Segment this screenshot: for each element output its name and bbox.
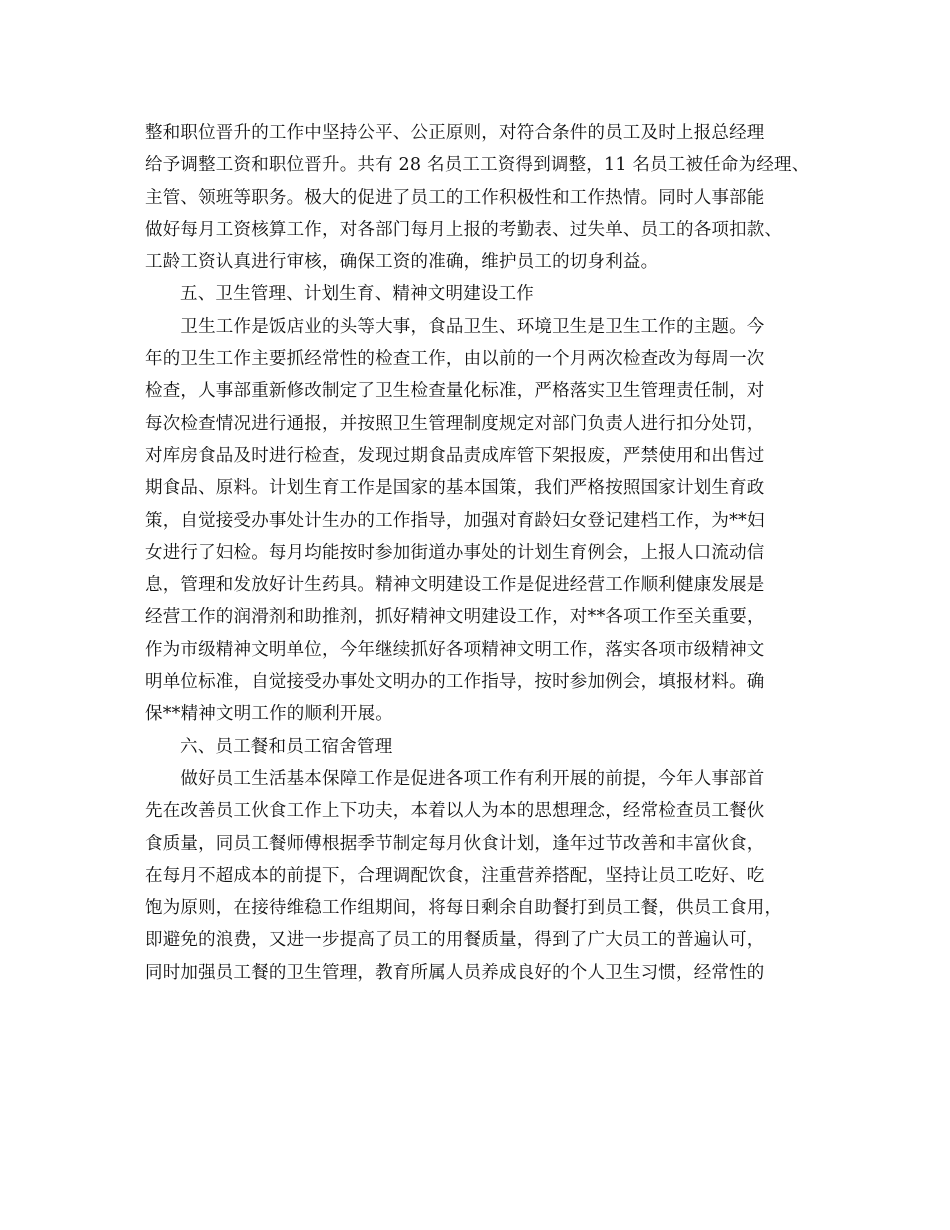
paragraph-line: 卫生工作是饭店业的头等大事，食品卫生、环境卫生是卫生工作的主题。今	[145, 316, 765, 337]
paragraph-line: 检查，人事部重新修改制定了卫生检查量化标准，严格落实卫生管理责任制，对	[145, 381, 765, 402]
paragraph-line: 期食品、原料。计划生育工作是国家的基本国策，我们严格按照国家计划生育政	[145, 478, 765, 499]
paragraph-line: 饱为原则，在接待维稳工作组期间，将每日剩余自助餐打到员工餐，供员工食用，	[145, 898, 783, 919]
document-body	[145, 117, 835, 989]
paragraph-line: 整和职位晋升的工作中坚持公平、公正原则，对符合条件的员工及时上报总经理	[145, 123, 765, 143]
paragraph-line: 女进行了妇检。每月均能按时参加街道办事处的计划生育例会，上报人口流动信	[145, 542, 765, 563]
paragraph-line: 每次检查情况进行通报，并按照卫生管理制度规定对部门负责人进行扣分处罚，	[145, 413, 765, 434]
paragraph-line: 在每月不超成本的前提下，合理调配饮食，注重营养搭配，坚持让员工吃好、吃	[145, 865, 765, 886]
paragraph-line: 明单位标准，自觉接受办事处文明办的工作指导，按时参加例会，填报材料。确	[145, 672, 765, 693]
paragraph-line: 同时加强员工餐的卫生管理，教育所属人员养成良好的个人卫生习惯，经常性的	[145, 962, 765, 983]
paragraph-line: 对库房食品及时进行检查，发现过期食品责成库管下架报废，严禁使用和出售过	[145, 445, 765, 466]
paragraph-line: 先在改善员工伙食工作上下功夫，本着以人为本的思想理念，经常检查员工餐伙	[145, 801, 765, 822]
paragraph-line: 息，管理和发放好计生药具。精神文明建设工作是促进经营工作顺利健康发展是	[145, 575, 765, 596]
paragraph-line: 做好员工生活基本保障工作是促进各项工作有利开展的前提，今年人事部首	[145, 768, 765, 789]
paragraph-line: 作为市级精神文明单位，今年继续抓好各项精神文明工作，落实各项市级精神文	[145, 639, 765, 660]
paragraph-line: 即避免的浪费，又进一步提高了员工的用餐质量，得到了广大员工的普遍认可，	[145, 930, 765, 951]
paragraph-line: 食质量，同员工餐师傅根据季节制定每月伙食计划，逢年过节改善和丰富伙食，	[145, 833, 765, 854]
paragraph-line: 工龄工资认真进行审核，确保工资的准确，维护员工的切身利益。	[145, 252, 659, 273]
paragraph-line: 做好每月工资核算工作，对各部门每月上报的考勤表、过失单、员工的各项扣款、	[145, 219, 783, 240]
section-heading-6: 六、员工餐和员工宿舍管理	[180, 736, 393, 757]
paragraph-line: 主管、领班等职务。极大的促进了员工的工作积极性和工作热情。同时人事部能	[145, 187, 765, 208]
paragraph-line: 给予调整工资和职位晋升。共有 28 名员工工资得到调整，11 名员工被任命为经理、	[145, 155, 810, 176]
paragraph-line: 经营工作的润滑剂和助推剂，抓好精神文明建设工作，对**各项工作至关重要，	[145, 607, 765, 628]
paragraph-line: 保**精神文明工作的顺利开展。	[145, 704, 393, 725]
paragraph-line: 策，自觉接受办事处计生办的工作指导，加强对育龄妇女登记建档工作，为**妇	[145, 510, 765, 531]
paragraph-line: 年的卫生工作主要抓经常性的检查工作，由以前的一个月两次检查改为每周一次	[145, 349, 765, 370]
section-heading-5: 五、卫生管理、计划生育、精神文明建设工作	[180, 284, 534, 305]
